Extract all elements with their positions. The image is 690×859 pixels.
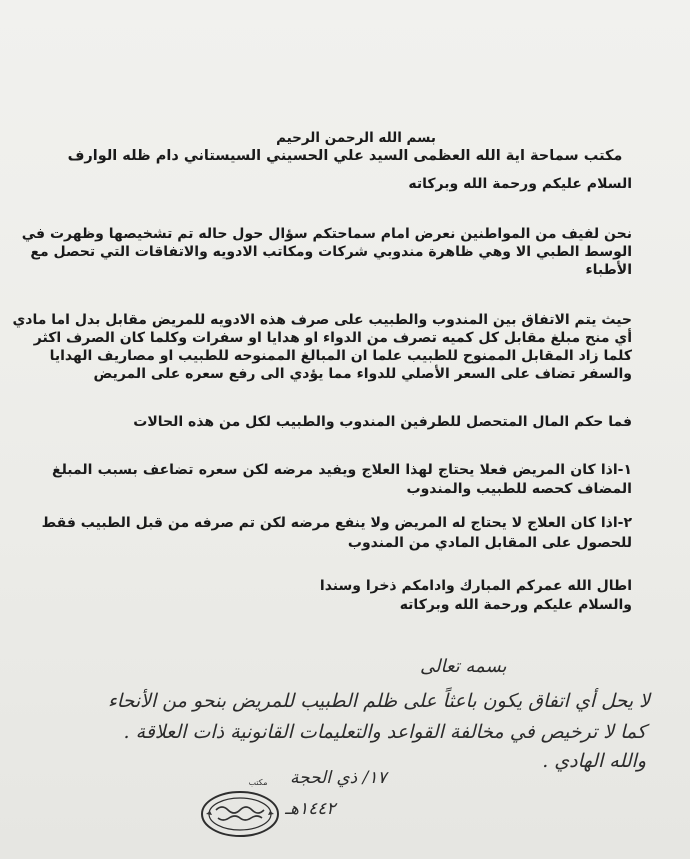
paragraph2-line2: أي منح مبلغ مقابل كل كميه تصرف من الدواء او هدايا او سفرات وكلما كان الصرف اكثر [33,330,632,346]
case1-line1: ١-اذا كان المريض فعلا يحتاج لهذا العلاج ويفيد مرضه لكن سعره تضاعف بسبب المبلغ [52,462,632,478]
answer-date-day: ١٧/ ذي الحجة [290,768,387,788]
answer-line2: كما لا ترخيص في مخالفة القواعد والتعليمات القانونية ذات العلاقة . [123,721,646,743]
answer-line1: لا يحل أي اتفاق يكون باعثاً على ظلم الطبيب للمريض بنحو من الأنحاء [107,690,650,712]
seal-calligraphy-mark [216,807,264,820]
closing-line1: اطال الله عمركم المبارك وادامكم ذخرا وسندا [319,578,632,594]
paragraph2-line1: حيث يتم الاتفاق بين المندوب والطبيب على صرف هذه الادويه للمريض مقابل بدل اما مادي [12,312,632,328]
paragraph1-line2: الوسط الطبي الا وهي ظاهرة مندوبي شركات ومكاتب الادويه والاتفاقات التي تحصل مع [30,244,632,260]
answer-header: بسمه تعالى [420,656,507,677]
answer-date-year: ١٤٤٢هـ [285,799,336,819]
office-seal [198,776,282,840]
paragraph1-line1: نحن لفيف من المواطنين نعرض امام سماحتكم سؤال حول حاله تم تشخيصها وظهرت في [21,226,632,242]
greeting: السلام عليكم ورحمة الله وبركاته [408,176,632,192]
seal-caption: مكتب [248,778,268,787]
paragraph2-line4: والسفر تضاف على السعر الأصلي للدواء مما يؤدي الى رفع سعره على المريض [93,366,632,382]
seal-inner-ring [209,798,271,830]
closing-line2: والسلام عليكم ورحمة الله وبركاته [399,597,632,613]
paragraph2-line3: كلما زاد المقابل الممنوح للطبيب علما ان المبالغ الممنوحه للطبيب او مصاريف الهدايا [49,348,632,364]
question-line: فما حكم المال المتحصل للطرفين المندوب والطبيب لكل من هذه الحالات [133,414,632,430]
recipient-line: مكتب سماحة اية الله العظمى السيد علي الحسيني السيستاني دام ظله الوارف [67,148,623,164]
seal-ornament [206,811,274,815]
paragraph1-line3: الأطباء [585,262,632,278]
case1-line2: المضاف كحصه للطبيب والمندوب [406,481,632,497]
case2-line2: للحصول على المقابل المادي من المندوب [347,535,632,551]
case2-line1: ٢-اذا كان العلاج لا يحتاج له المريض ولا ينفع مرضه لكن تم صرفه من قبل الطبيب فقط [41,515,632,531]
answer-line3: والله الهادي . [542,750,646,772]
basmala: بسم الله الرحمن الرحيم [276,130,436,146]
